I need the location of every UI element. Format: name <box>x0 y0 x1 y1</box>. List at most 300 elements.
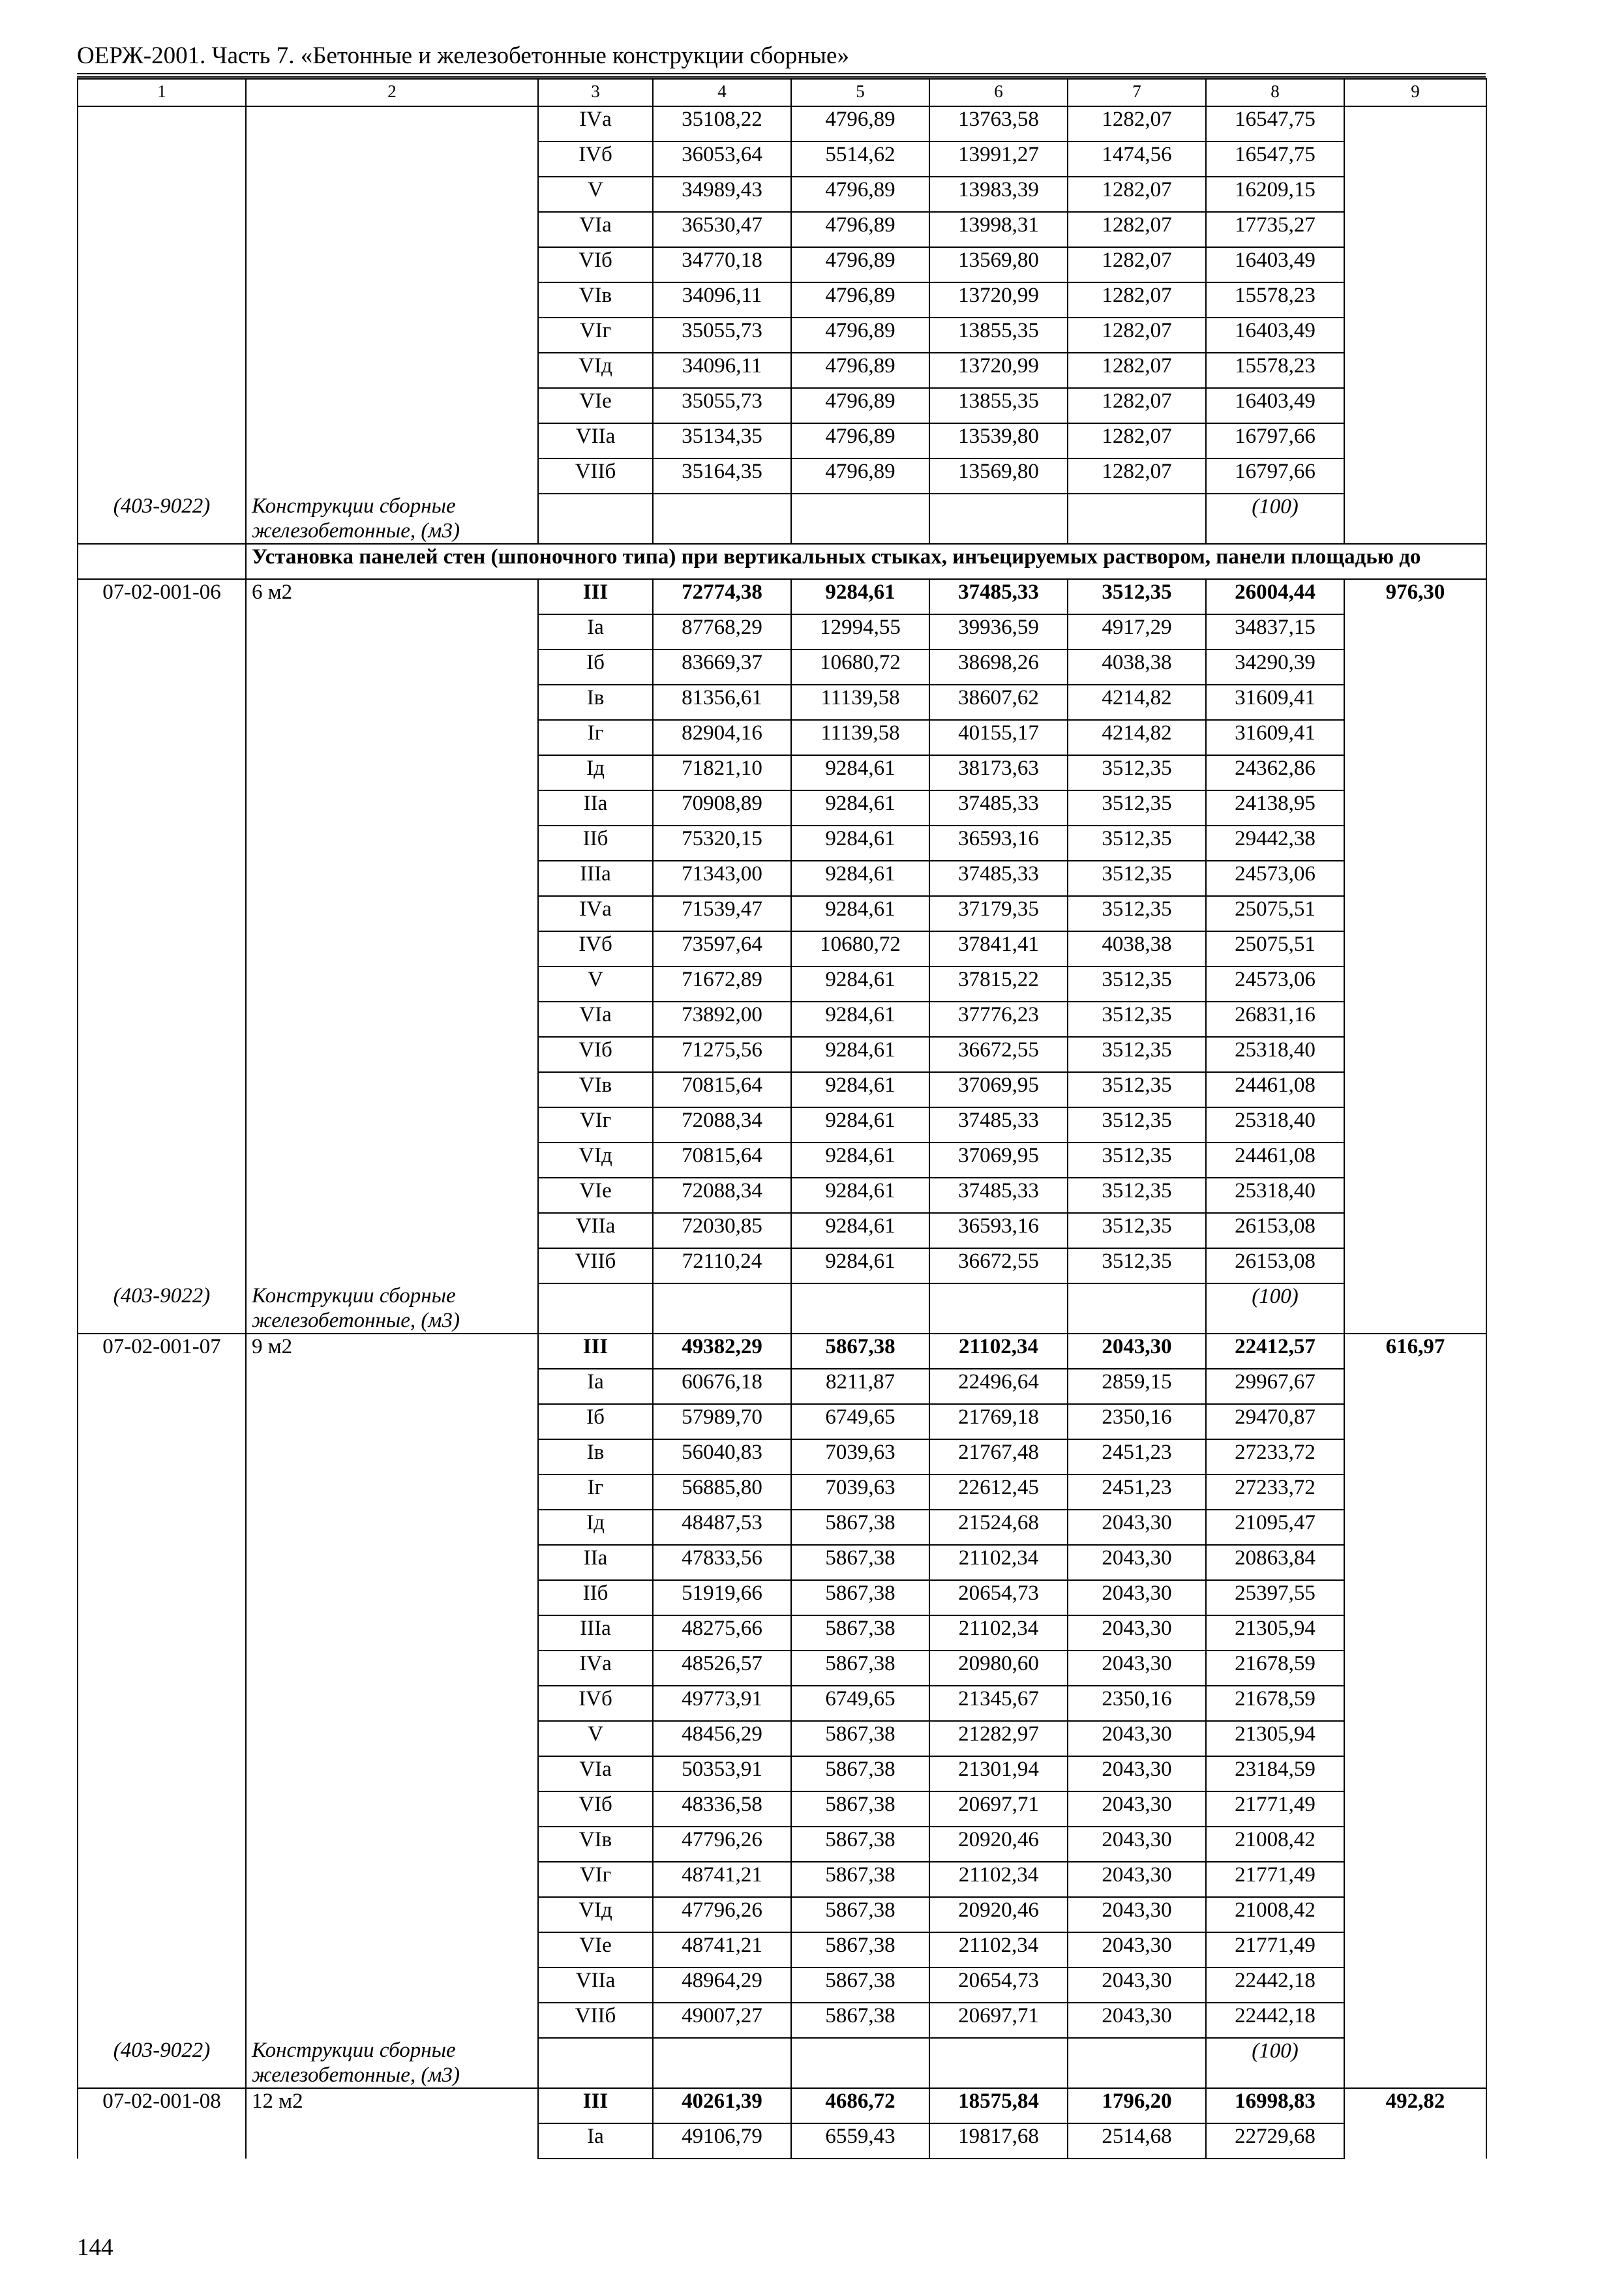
value-cell: 4038,38 <box>1068 931 1206 966</box>
rate-code-empty <box>78 861 246 896</box>
rate-row <box>78 790 1486 826</box>
rate-total-empty <box>1344 650 1486 685</box>
rate-code-empty <box>78 1143 246 1178</box>
value-cell: 56040,83 <box>653 1439 791 1474</box>
rate-name-empty <box>246 1474 538 1510</box>
value-cell: 26831,16 <box>1206 1002 1344 1037</box>
value-cell: 20697,71 <box>929 1791 1068 1827</box>
rate-code-empty <box>78 2123 246 2159</box>
rate-code-empty <box>78 1248 246 1283</box>
value-cell: 5867,38 <box>791 1756 929 1791</box>
value-cell: 48456,29 <box>653 1721 791 1756</box>
value-cell: 1796,20 <box>1068 2088 1206 2123</box>
value-cell: 8211,87 <box>791 1369 929 1404</box>
rate-code-empty <box>78 966 246 1002</box>
value-cell: 4796,89 <box>791 388 929 423</box>
value-cell: 1282,07 <box>1068 318 1206 353</box>
rate-total-empty <box>1344 1545 1486 1580</box>
value-cell: 2043,30 <box>1068 1721 1206 1756</box>
rate-total-empty <box>1344 212 1486 247</box>
value-cell: 25075,51 <box>1206 931 1344 966</box>
value-cell: 13569,80 <box>929 458 1068 494</box>
value-cell: 2043,30 <box>1068 1334 1206 1369</box>
rate-row <box>78 1369 1486 1404</box>
rate-name-empty <box>246 1897 538 1932</box>
value-cell: 48526,57 <box>653 1651 791 1686</box>
value-cell: 6749,65 <box>791 1404 929 1439</box>
value-cell: 24573,06 <box>1206 861 1344 896</box>
value-cell: 48275,66 <box>653 1615 791 1651</box>
value-cell: 21305,94 <box>1206 1615 1344 1651</box>
zone-cell: Iв <box>538 1439 653 1474</box>
rate-code-empty <box>78 458 246 494</box>
zone-cell: Iд <box>538 755 653 790</box>
value-cell: 5514,62 <box>791 142 929 177</box>
value-cell: 83669,37 <box>653 650 791 685</box>
rate-code-empty <box>78 1615 246 1651</box>
value-cell: 5867,38 <box>791 1897 929 1932</box>
value-cell: 3512,35 <box>1068 1037 1206 1072</box>
value-cell: 25318,40 <box>1206 1037 1344 1072</box>
rate-row <box>78 1862 1486 1897</box>
value-cell: 16797,66 <box>1206 423 1344 458</box>
value-cell: 5867,38 <box>791 1721 929 1756</box>
value-cell: 35164,35 <box>653 458 791 494</box>
value-cell: 4796,89 <box>791 353 929 388</box>
value-cell: 21678,59 <box>1206 1651 1344 1686</box>
value-cell: 2043,30 <box>1068 1756 1206 1791</box>
rate-total-empty <box>1344 1474 1486 1510</box>
material-percent: (100) <box>1206 2038 1344 2088</box>
zone-cell: V <box>538 177 653 212</box>
rate-total-empty <box>1344 1580 1486 1615</box>
value-cell: 37485,33 <box>929 861 1068 896</box>
rate-code-empty <box>78 1474 246 1510</box>
rate-row <box>78 720 1486 755</box>
rate-name-empty <box>246 1615 538 1651</box>
rate-name: 12 м2 <box>246 2088 538 2123</box>
value-cell: 6559,43 <box>791 2123 929 2159</box>
value-cell: 4214,82 <box>1068 685 1206 720</box>
value-cell: 21282,97 <box>929 1721 1068 1756</box>
rate-name-empty <box>246 1178 538 1213</box>
value-cell: 26153,08 <box>1206 1248 1344 1283</box>
rate-name-empty <box>246 2123 538 2159</box>
value-cell: 15578,23 <box>1206 282 1344 318</box>
rate-total-empty <box>1344 755 1486 790</box>
value-cell: 5867,38 <box>791 2003 929 2038</box>
rate-total-empty <box>1344 1721 1486 1756</box>
rate-total-empty <box>1344 614 1486 650</box>
rate-total-empty <box>1344 318 1486 353</box>
column-number: 2 <box>246 79 538 106</box>
section-caption-row <box>78 544 1486 579</box>
value-cell: 2043,30 <box>1068 1545 1206 1580</box>
value-cell: 81356,61 <box>653 685 791 720</box>
value-cell: 40261,39 <box>653 2088 791 2123</box>
rate-row <box>78 1334 1486 1369</box>
value-cell: 20980,60 <box>929 1651 1068 1686</box>
value-cell: 2451,23 <box>1068 1474 1206 1510</box>
value-cell: 29470,87 <box>1206 1404 1344 1439</box>
value-cell: 34290,39 <box>1206 650 1344 685</box>
rate-total-empty <box>1344 353 1486 388</box>
value-cell: 1282,07 <box>1068 247 1206 282</box>
value-cell: 21102,34 <box>929 1615 1068 1651</box>
zone-cell: IVб <box>538 1686 653 1721</box>
value-cell: 1282,07 <box>1068 458 1206 494</box>
value-cell: 3512,35 <box>1068 1107 1206 1143</box>
rate-code: 07-02-001-06 <box>78 579 246 614</box>
value-cell: 20654,73 <box>929 1967 1068 2003</box>
value-cell: 24461,08 <box>1206 1072 1344 1107</box>
rate-total-empty <box>1344 1037 1486 1072</box>
value-cell: 3512,35 <box>1068 861 1206 896</box>
value-cell: 10680,72 <box>791 931 929 966</box>
value-cell: 34096,11 <box>653 282 791 318</box>
rate-row <box>78 282 1486 318</box>
value-cell: 39936,59 <box>929 614 1068 650</box>
value-cell: 20697,71 <box>929 2003 1068 2038</box>
zone-cell: VIб <box>538 1791 653 1827</box>
zone-cell: III <box>538 1334 653 1369</box>
value-cell: 37485,33 <box>929 790 1068 826</box>
value-cell: 35055,73 <box>653 388 791 423</box>
value-cell: 5867,38 <box>791 1651 929 1686</box>
rate-code-empty <box>78 1107 246 1143</box>
value-cell: 24461,08 <box>1206 1143 1344 1178</box>
zone-cell: VIе <box>538 388 653 423</box>
rates-table-body <box>78 79 1486 2159</box>
value-cell: 7039,63 <box>791 1474 929 1510</box>
column-number: 6 <box>929 79 1068 106</box>
rate-row <box>78 650 1486 685</box>
rate-row <box>78 1439 1486 1474</box>
rate-total-empty <box>1344 720 1486 755</box>
rate-code-empty <box>78 1369 246 1404</box>
rate-code-empty <box>78 1213 246 1248</box>
rate-code-empty <box>78 1072 246 1107</box>
value-cell: 1282,07 <box>1068 282 1206 318</box>
value-cell: 1282,07 <box>1068 212 1206 247</box>
rate-name-empty <box>246 1545 538 1580</box>
rate-total-empty <box>1344 685 1486 720</box>
value-cell: 20654,73 <box>929 1580 1068 1615</box>
rate-total-empty <box>1344 790 1486 826</box>
rate-name-empty <box>246 177 538 212</box>
value-cell: 37841,41 <box>929 931 1068 966</box>
rate-row <box>78 1510 1486 1545</box>
value-cell: 47833,56 <box>653 1545 791 1580</box>
rate-total-empty <box>1344 1897 1486 1932</box>
value-cell: 2043,30 <box>1068 1827 1206 1862</box>
rate-total-empty <box>1344 142 1486 177</box>
rate-name-empty <box>246 106 538 142</box>
value-cell: 73892,00 <box>653 1002 791 1037</box>
value-cell: 4214,82 <box>1068 720 1206 755</box>
rate-code-empty <box>78 423 246 458</box>
rate-code-empty <box>78 212 246 247</box>
rate-name-empty <box>246 1002 538 1037</box>
rate-code-empty <box>78 1178 246 1213</box>
rate-code-empty <box>78 177 246 212</box>
rate-row <box>78 755 1486 790</box>
value-cell: 49106,79 <box>653 2123 791 2159</box>
zone-cell: III <box>538 2088 653 2123</box>
value-cell: 37179,35 <box>929 896 1068 931</box>
rate-code-empty <box>78 790 246 826</box>
value-cell: 75320,15 <box>653 826 791 861</box>
value-cell: 70815,64 <box>653 1143 791 1178</box>
rate-row <box>78 896 1486 931</box>
rate-name-empty <box>246 685 538 720</box>
rate-row <box>78 1791 1486 1827</box>
value-cell: 24138,95 <box>1206 790 1344 826</box>
empty-cell <box>791 1283 929 1334</box>
rate-name-empty <box>246 1143 538 1178</box>
rate-name-empty <box>246 720 538 755</box>
value-cell: 2043,30 <box>1068 1791 1206 1827</box>
rate-row <box>78 1686 1486 1721</box>
zone-cell: IVб <box>538 142 653 177</box>
value-cell: 4796,89 <box>791 212 929 247</box>
rate-row <box>78 931 1486 966</box>
rate-row <box>78 1178 1486 1213</box>
value-cell: 29967,67 <box>1206 1369 1344 1404</box>
rate-row <box>78 318 1486 353</box>
value-cell: 21524,68 <box>929 1510 1068 1545</box>
value-cell: 27233,72 <box>1206 1439 1344 1474</box>
rate-total-empty <box>1344 1651 1486 1686</box>
value-cell: 70815,64 <box>653 1072 791 1107</box>
value-cell: 21102,34 <box>929 1334 1068 1369</box>
value-cell: 60676,18 <box>653 1369 791 1404</box>
value-cell: 48741,21 <box>653 1932 791 1967</box>
value-cell: 21767,48 <box>929 1439 1068 1474</box>
value-cell: 36530,47 <box>653 212 791 247</box>
value-cell: 1282,07 <box>1068 106 1206 142</box>
rate-row <box>78 579 1486 614</box>
rate-code-empty <box>78 1439 246 1474</box>
value-cell: 9284,61 <box>791 1143 929 1178</box>
value-cell: 20920,46 <box>929 1897 1068 1932</box>
rate-code-empty <box>78 142 246 177</box>
zone-cell: VIд <box>538 1897 653 1932</box>
zone-cell: VIIб <box>538 2003 653 2038</box>
rate-total-empty <box>1344 458 1486 494</box>
value-cell: 9284,61 <box>791 896 929 931</box>
zone-cell: IIIа <box>538 1615 653 1651</box>
rate-code-empty <box>78 1037 246 1072</box>
zone-cell: Iа <box>538 1369 653 1404</box>
rate-row <box>78 212 1486 247</box>
empty-cell <box>538 1283 653 1334</box>
empty-cell <box>538 494 653 544</box>
rate-name-empty <box>246 1510 538 1545</box>
rate-name-empty <box>246 1439 538 1474</box>
rate-row <box>78 1248 1486 1283</box>
column-number: 7 <box>1068 79 1206 106</box>
rate-row <box>78 2003 1486 2038</box>
value-cell: 70908,89 <box>653 790 791 826</box>
value-cell: 12994,55 <box>791 614 929 650</box>
zone-cell: IVб <box>538 931 653 966</box>
rate-name-empty <box>246 896 538 931</box>
material-name: Конструкции сборные железобетонные, (м3) <box>246 2038 538 2088</box>
zone-cell: VIа <box>538 1002 653 1037</box>
value-cell: 2451,23 <box>1068 1439 1206 1474</box>
rate-row <box>78 966 1486 1002</box>
zone-cell: IIб <box>538 826 653 861</box>
value-cell: 47796,26 <box>653 1897 791 1932</box>
rate-name-empty <box>246 1213 538 1248</box>
zone-cell: VIа <box>538 212 653 247</box>
rate-row <box>78 1474 1486 1510</box>
rate-row <box>78 1037 1486 1072</box>
empty-cell <box>929 1283 1068 1334</box>
rate-row <box>78 353 1486 388</box>
material-code: (403-9022) <box>78 1283 246 1334</box>
value-cell: 24573,06 <box>1206 966 1344 1002</box>
rate-total-empty <box>1344 247 1486 282</box>
rate-code-empty <box>78 1862 246 1897</box>
value-cell: 5867,38 <box>791 1932 929 1967</box>
rate-name-empty <box>246 1404 538 1439</box>
value-cell: 21769,18 <box>929 1404 1068 1439</box>
column-number: 4 <box>653 79 791 106</box>
value-cell: 21102,34 <box>929 1545 1068 1580</box>
empty-cell <box>653 2038 791 2088</box>
value-cell: 3512,35 <box>1068 1002 1206 1037</box>
rate-row <box>78 1756 1486 1791</box>
value-cell: 37485,33 <box>929 1178 1068 1213</box>
value-cell: 26004,44 <box>1206 579 1344 614</box>
rate-name-empty <box>246 1037 538 1072</box>
value-cell: 48741,21 <box>653 1862 791 1897</box>
value-cell: 87768,29 <box>653 614 791 650</box>
value-cell: 21771,49 <box>1206 1862 1344 1897</box>
empty-cell <box>653 1283 791 1334</box>
zone-cell: Iб <box>538 1404 653 1439</box>
value-cell: 72774,38 <box>653 579 791 614</box>
zone-cell: Iв <box>538 685 653 720</box>
value-cell: 4796,89 <box>791 106 929 142</box>
rate-code-empty <box>78 614 246 650</box>
value-cell: 71672,89 <box>653 966 791 1002</box>
value-cell: 9284,61 <box>791 790 929 826</box>
value-cell: 71539,47 <box>653 896 791 931</box>
value-cell: 1282,07 <box>1068 177 1206 212</box>
rate-name-empty <box>246 1686 538 1721</box>
value-cell: 29442,38 <box>1206 826 1344 861</box>
value-cell: 4796,89 <box>791 458 929 494</box>
rate-code-empty <box>78 1721 246 1756</box>
rate-total-empty <box>1344 2003 1486 2038</box>
rate-row <box>78 1143 1486 1178</box>
zone-cell: Iа <box>538 614 653 650</box>
value-cell: 2043,30 <box>1068 2003 1206 2038</box>
column-number: 3 <box>538 79 653 106</box>
rate-code: 07-02-001-07 <box>78 1334 246 1369</box>
value-cell: 25075,51 <box>1206 896 1344 931</box>
value-cell: 11139,58 <box>791 720 929 755</box>
value-cell: 21771,49 <box>1206 1791 1344 1827</box>
value-cell: 3512,35 <box>1068 826 1206 861</box>
value-cell: 36593,16 <box>929 1213 1068 1248</box>
value-cell: 21102,34 <box>929 1862 1068 1897</box>
value-cell: 36672,55 <box>929 1248 1068 1283</box>
value-cell: 21008,42 <box>1206 1827 1344 1862</box>
value-cell: 3512,35 <box>1068 966 1206 1002</box>
value-cell: 1282,07 <box>1068 388 1206 423</box>
rate-name: 9 м2 <box>246 1334 538 1369</box>
zone-cell: VIд <box>538 1143 653 1178</box>
value-cell: 3512,35 <box>1068 1072 1206 1107</box>
empty-cell <box>1068 494 1206 544</box>
empty-cell <box>538 2038 653 2088</box>
material-ref-row <box>78 2038 1486 2088</box>
value-cell: 21305,94 <box>1206 1721 1344 1756</box>
rate-total-empty <box>1344 177 1486 212</box>
zone-cell: VIг <box>538 1107 653 1143</box>
zone-cell: IIIа <box>538 861 653 896</box>
value-cell: 48336,58 <box>653 1791 791 1827</box>
rate-code-empty <box>78 826 246 861</box>
zone-cell: Iб <box>538 650 653 685</box>
value-cell: 9284,61 <box>791 826 929 861</box>
value-cell: 73597,64 <box>653 931 791 966</box>
zone-cell: Iг <box>538 1474 653 1510</box>
value-cell: 9284,61 <box>791 1248 929 1283</box>
value-cell: 35134,35 <box>653 423 791 458</box>
zone-cell: VIIа <box>538 1967 653 2003</box>
value-cell: 2859,15 <box>1068 1369 1206 1404</box>
value-cell: 4796,89 <box>791 318 929 353</box>
value-cell: 5867,38 <box>791 1580 929 1615</box>
rate-name-empty <box>246 826 538 861</box>
value-cell: 13539,80 <box>929 423 1068 458</box>
value-cell: 1282,07 <box>1068 423 1206 458</box>
value-cell: 2043,30 <box>1068 1651 1206 1686</box>
value-cell: 4796,89 <box>791 177 929 212</box>
value-cell: 49773,91 <box>653 1686 791 1721</box>
rate-name-empty <box>246 1072 538 1107</box>
value-cell: 22496,64 <box>929 1369 1068 1404</box>
value-cell: 21008,42 <box>1206 1897 1344 1932</box>
rate-row <box>78 1897 1486 1932</box>
value-cell: 13763,58 <box>929 106 1068 142</box>
rate-name-empty <box>246 388 538 423</box>
rate-code-empty <box>78 388 246 423</box>
material-name: Конструкции сборные железобетонные, (м3) <box>246 494 538 544</box>
rate-name-empty <box>246 931 538 966</box>
zone-cell: VIг <box>538 1862 653 1897</box>
value-cell: 24362,86 <box>1206 755 1344 790</box>
zone-cell: VIд <box>538 353 653 388</box>
rate-code-empty <box>78 1545 246 1580</box>
value-cell: 13569,80 <box>929 247 1068 282</box>
zone-cell: IIб <box>538 1580 653 1615</box>
value-cell: 9284,61 <box>791 861 929 896</box>
value-cell: 37776,23 <box>929 1002 1068 1037</box>
value-cell: 7039,63 <box>791 1439 929 1474</box>
rate-name-empty <box>246 1721 538 1756</box>
rates-table <box>77 78 1487 2159</box>
zone-cell: IVа <box>538 896 653 931</box>
empty-cell <box>1068 1283 1206 1334</box>
rate-total-empty <box>1344 1615 1486 1651</box>
rate-code-empty <box>78 755 246 790</box>
